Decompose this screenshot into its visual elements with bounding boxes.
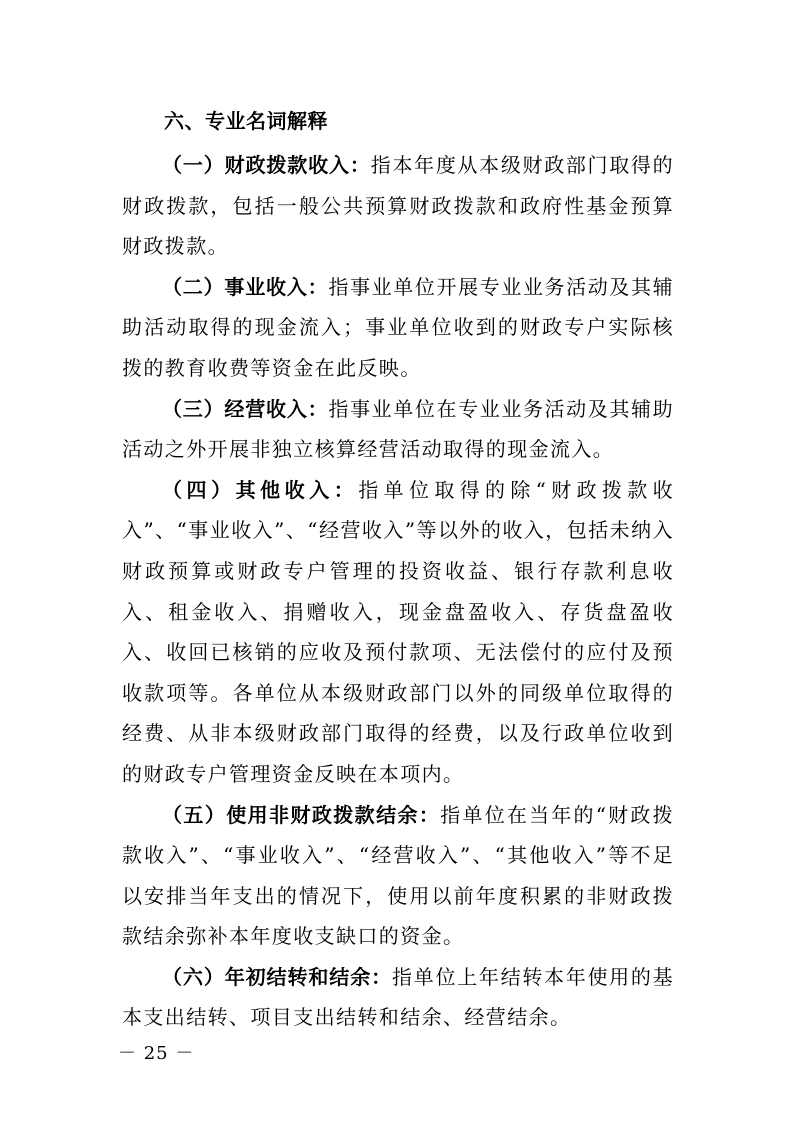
definition-paragraph-5	[122, 795, 674, 957]
definition-text-4: 指单位取得的除“财政拨款收入”、“事业收入”、“经营收入”等以外的收入，包括未纳入财政预算或财政专户管理的投资收益、银行存款利息收入、租金收入、捐赠收入，现金盘盈收入、存货盘盈收入、收回已核销的应收及预付款项、无法偿付的应付及预收款项等。各单位从本级财政部门以外的同级单位取得的经费、从非本级财政部门取得的经费，以及行政单位收到的财政专户管理资金反映在本项内。	[122, 477, 674, 786]
definition-term-4: （四）其他收入：	[162, 477, 359, 502]
definition-text-5: 指单位在当年的“财政拨款收入”、“事业收入”、“经营收入”、“其他收入”等不足以安排当年支出的情况下，使用以前年度积累的非财政拨款结余弥补本年度收支缺口的资金。	[122, 802, 674, 949]
definitions-body	[122, 145, 674, 1038]
definition-text-1: 指本年度从本级财政部门取得的财政拨款，包括一般公共预算财政拨款和政府性基金预算财政拨款。	[122, 153, 674, 259]
definition-paragraph-1	[122, 145, 674, 267]
definition-term-6: （六）年初结转和结余：	[162, 964, 393, 989]
page-number: － 25 －	[118, 1043, 195, 1064]
definition-term-1: （一）财政拨款收入：	[162, 153, 371, 177]
definition-text-2: 指事业单位开展专业业务活动及其辅助活动取得的现金流入；事业单位收到的财政专户实际核拨的教育收费等资金在此反映。	[122, 274, 674, 380]
definition-paragraph-3	[122, 389, 674, 470]
section-heading: 六、专业名词解释	[164, 109, 328, 133]
definition-text-6: 指单位上年结转本年使用的基本支出结转、项目支出结转和结余、经营结余。	[122, 964, 674, 1030]
definition-term-3: （三）经营收入：	[162, 396, 329, 421]
definition-term-2: （二）事业收入：	[162, 274, 329, 299]
definition-paragraph-2	[122, 267, 674, 389]
definition-paragraph-6	[122, 957, 674, 1038]
definition-paragraph-4	[122, 470, 674, 795]
definition-term-5: （五）使用非财政拨款结余：	[162, 802, 441, 827]
definition-text-3: 指事业单位在专业业务活动及其辅助活动之外开展非独立核算经营活动取得的现金流入。	[122, 396, 674, 462]
